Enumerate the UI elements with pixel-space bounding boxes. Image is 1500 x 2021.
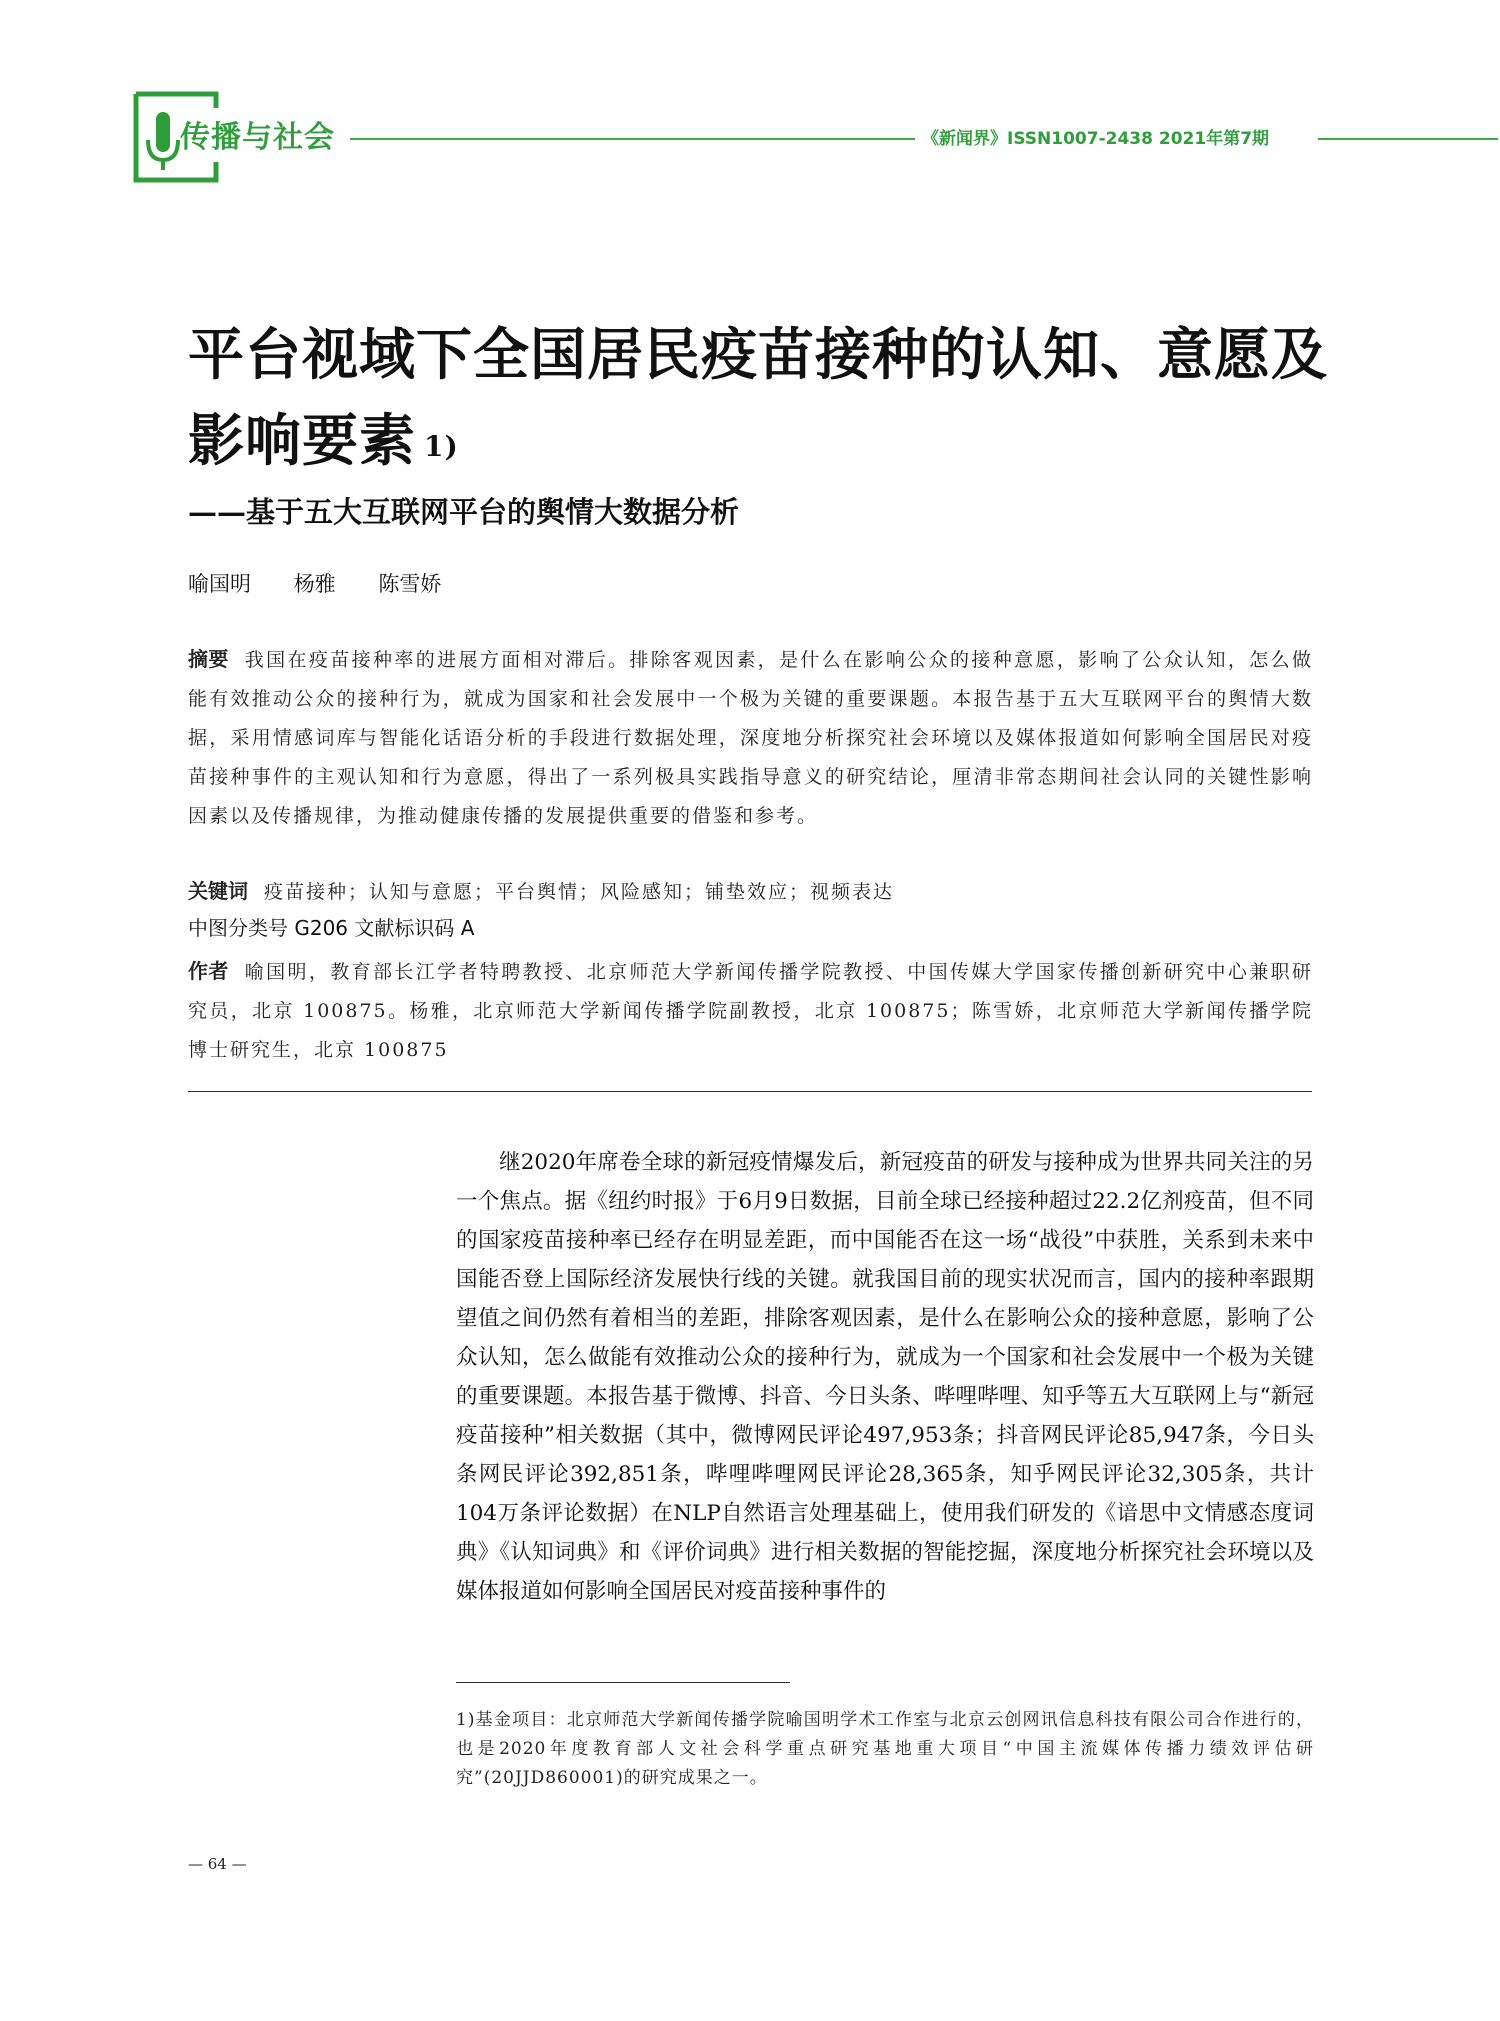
- author-info: [188, 952, 1313, 1070]
- abstract-label: 摘要: [188, 647, 229, 671]
- abstract-text: 我国在疫苗接种率的进展方面相对滞后。排除客观因素，是什么在影响公众的接种意愿，影响了公众认知，怎么做能有效推动公众的接种行为，就成为国家和社会发展中一个极为关键的重要课题。本报告基于五大互联网平台的舆情大数据，采用情感词库与智能化话语分析的手段进行数据处理，深度地分析探究社会环境以及媒体报道如何影响全国居民对疫苗接种事件的主观认知和行为意愿，得出了一系列极具实践指导意义的研究结论，厘清非常态期间社会认同的关键性影响因素以及传播规律，为推动健康传播的发展提供重要的借鉴和参考。: [188, 649, 1313, 827]
- article-title-text: 平台视域下全国居民疫苗接种的认知、意愿及影响要素: [188, 322, 1328, 474]
- section-title: 传播与社会: [180, 120, 335, 155]
- keywords: [188, 872, 1313, 912]
- author-name: 喻国明: [188, 572, 251, 596]
- abstract: [188, 640, 1313, 836]
- article-title: [188, 312, 1338, 484]
- header-divider-left: [350, 138, 915, 140]
- classification-code: 中图分类号 G206 文献标识码 A: [188, 916, 475, 940]
- body-paragraph: 继2020年席卷全球的新冠疫情爆发后，新冠疫苗的研发与接种成为世界共同关注的另一个焦点。据《纽约时报》于6月9日数据，目前全球已经接种超过22.2亿剂疫苗，但不同的国家疫苗接种率已经存在明显差距，而中国能否在这一场“战役”中获胜，关系到未来中国能否登上国际经济发展快行线的关键。就我国目前的现实状况而言，国内的接种率跟期望值之间仍然有着相当的差距，排除客观因素，是什么在影响公众的接种意愿，影响了公众认知，怎么做能有效推动公众的接种行为，就成为一个国家和社会发展中一个极为关键的重要课题。本报告基于微博、抖音、今日头条、哔哩哔哩、知乎等五大互联网上与“新冠疫苗接种”相关数据（其中，微博网民评论497,953条；抖音网民评论85,947条，今日头条网民评论392,851条，哔哩哔哩网民评论28,365条，知乎网民评论32,305条，共计104万条评论数据）在NLP自然语言处理基础上，使用我们研发的《谙思中文情感态度词典》《认知词典》和《评价词典》进行相关数据的智能挖掘，深度地分析探究社会环境以及媒体报道如何影响全国居民对疫苗接种事件的: [456, 1150, 1314, 1604]
- article-subtitle: ——基于五大互联网平台的舆情大数据分析: [188, 495, 740, 529]
- keywords-label: 关键词: [188, 879, 248, 903]
- journal-info: 《新闻界》ISSN1007-2438 2021年第7期: [922, 129, 1270, 149]
- keywords-text: 疫苗接种；认知与意愿；平台舆情；风险感知；铺垫效应；视频表达: [264, 881, 895, 903]
- author-list: [188, 568, 477, 598]
- footnote: 1)基金项目：北京师范大学新闻传播学院喻国明学术工作室与北京云创网讯信息科技有限公司合作进行的，也是2020年度教育部人文社会科学重点研究基地重大项目“中国主流媒体传播力绩效评估研究”(20JJD860001)的研究成果之一。: [456, 1710, 1314, 1788]
- author-info-text: 喻国明，教育部长江学者特聘教授、北京师范大学新闻传播学院教授、中国传媒大学国家传播创新研究中心兼职研究员，北京 100875。杨雅，北京师范大学新闻传播学院副教授，北京 100875；陈雪娇，北京师范大学新闻传播学院博士研究生，北京 100875: [188, 961, 1313, 1061]
- page-number: — 64 —: [188, 1855, 247, 1873]
- author-info-label: 作者: [188, 959, 229, 983]
- author-name: 杨雅: [293, 572, 336, 596]
- title-footnote-marker: 1): [424, 430, 459, 463]
- footnote-divider: [456, 1682, 790, 1683]
- section-divider: [188, 1091, 1312, 1092]
- header-divider-right: [1318, 138, 1498, 140]
- author-name: 陈雪娇: [378, 572, 442, 596]
